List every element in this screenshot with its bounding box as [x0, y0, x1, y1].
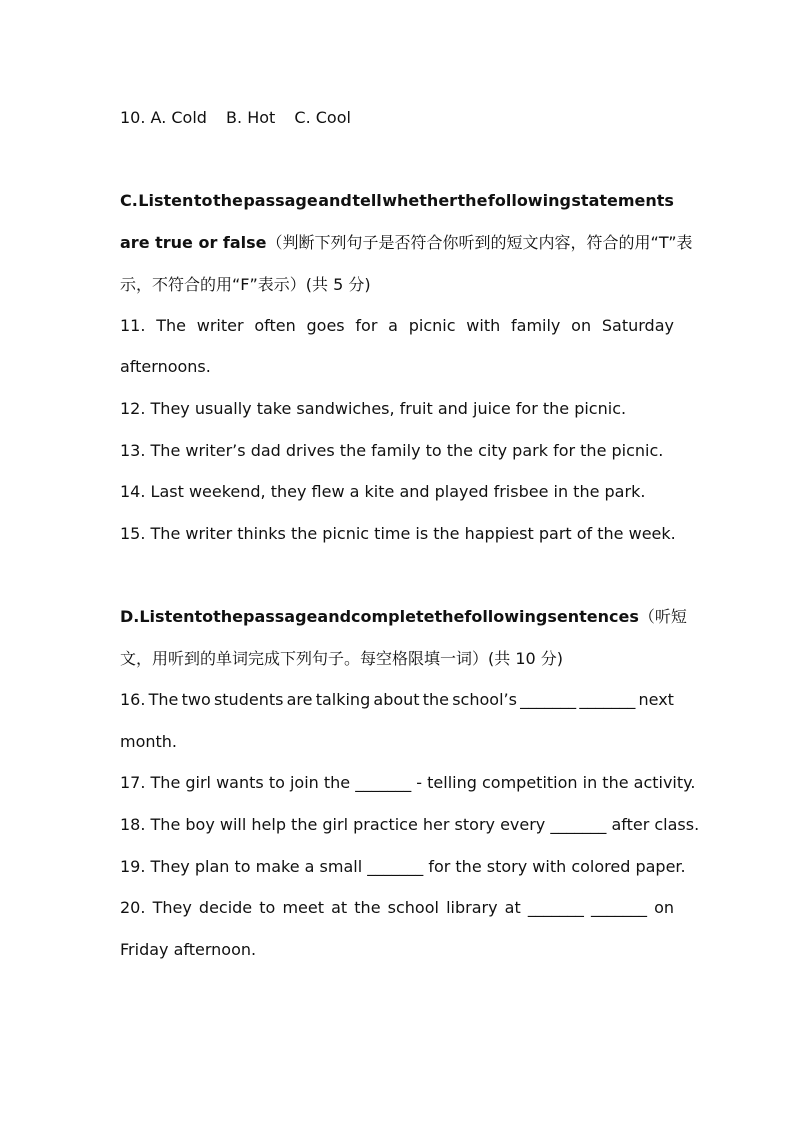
question-19: 19. They plan to make a small _______ for the story with colored paper. — [120, 857, 686, 876]
word: to — [259, 898, 276, 917]
word: on — [654, 898, 674, 917]
question-13: 13. The writer’s dad drives the family to the city park for the picnic. — [120, 441, 664, 460]
word: library — [446, 898, 498, 917]
word: 11. — [120, 316, 146, 335]
section-d-heading-line-2: 文，用听到的单词完成下列句子。每空格限填一词）(共 10 分) — [120, 649, 564, 668]
question-18: 18. The boy will help the girl practice her story every _______ after class. — [120, 815, 700, 834]
question-11-line-2: afternoons. — [120, 357, 211, 376]
word: school — [387, 898, 439, 917]
word: school’s — [452, 690, 517, 709]
word: D. — [120, 607, 140, 626]
word: family — [511, 316, 561, 335]
question-10 — [120, 107, 674, 129]
word: The — [148, 690, 179, 709]
section-c-heading-line-3: 示，不符合的用“F”表示）(共 5 分) — [120, 275, 371, 294]
word: and — [318, 191, 352, 210]
word: next — [638, 690, 674, 709]
word: _______ — [527, 898, 584, 917]
word: talking — [315, 690, 371, 709]
word: complete — [351, 607, 435, 626]
word: with — [466, 316, 501, 335]
question-16-line-2: month. — [120, 732, 178, 751]
word: the — [212, 191, 243, 210]
question-17: 17. The girl wants to join the _______ - telling competition in the activity. — [120, 773, 696, 792]
word: Saturday — [601, 316, 674, 335]
word: following — [464, 607, 548, 626]
word: are — [286, 690, 313, 709]
word: and — [317, 607, 352, 626]
section-c-heading-line-1 — [120, 190, 674, 212]
word: 20. — [120, 898, 146, 917]
word: about — [373, 690, 420, 709]
word: 16. — [120, 690, 146, 709]
question-16-line-1 — [120, 689, 674, 711]
question-12: 12. They usually take sandwiches, fruit and juice for the picnic. — [120, 399, 627, 418]
section-c-instruction-cn: （判断下列句子是否符合你听到的短文内容，符合的用“T”表 — [266, 233, 693, 252]
word: Listen — [139, 607, 195, 626]
section-c-title-en: are true or false — [120, 233, 267, 252]
question-20-line-2: Friday afternoon. — [120, 940, 257, 959]
word: writer — [196, 316, 244, 335]
word: to — [194, 607, 214, 626]
word: a — [388, 316, 398, 335]
word: whether — [382, 191, 458, 210]
q10-option-a: A. Cold — [150, 108, 207, 127]
question-20-line-1 — [120, 897, 674, 919]
question-14: 14. Last weekend, they flew a kite and played frisbee in the park. — [120, 482, 646, 501]
word: students — [213, 690, 284, 709]
word: at — [504, 898, 521, 917]
word: tell — [352, 191, 382, 210]
word: _______ — [590, 898, 647, 917]
word: （听短 — [638, 607, 687, 626]
word: meet — [282, 898, 324, 917]
word: following — [487, 191, 571, 210]
word: statements — [571, 191, 674, 210]
q10-option-b: B. Hot — [226, 108, 276, 127]
q10-number: 10. — [120, 108, 146, 127]
word: the — [213, 607, 243, 626]
section-d-heading-line-1 — [120, 606, 687, 628]
word: They — [152, 898, 192, 917]
word: passage — [242, 607, 318, 626]
word: Listen — [138, 191, 194, 210]
word: the — [434, 607, 465, 626]
word: the — [457, 191, 488, 210]
word: The — [156, 316, 186, 335]
word: passage — [243, 191, 318, 210]
word: for — [355, 316, 378, 335]
word: _______ — [579, 690, 636, 709]
word: the — [354, 898, 381, 917]
word: decide — [198, 898, 253, 917]
word: often — [254, 316, 296, 335]
word: at — [331, 898, 348, 917]
question-11-line-1 — [120, 315, 674, 337]
section-c-heading-line-2 — [120, 232, 693, 254]
word: picnic — [408, 316, 456, 335]
q10-option-c: C. Cool — [294, 108, 351, 127]
word: to — [193, 191, 213, 210]
word: two — [181, 690, 211, 709]
word: the — [422, 690, 450, 709]
question-15: 15. The writer thinks the picnic time is the happiest part of the week. — [120, 524, 676, 543]
word: on — [571, 316, 592, 335]
word: _______ — [520, 690, 577, 709]
word: goes — [306, 316, 345, 335]
word: sentences — [547, 607, 639, 626]
word: C. — [120, 191, 138, 210]
